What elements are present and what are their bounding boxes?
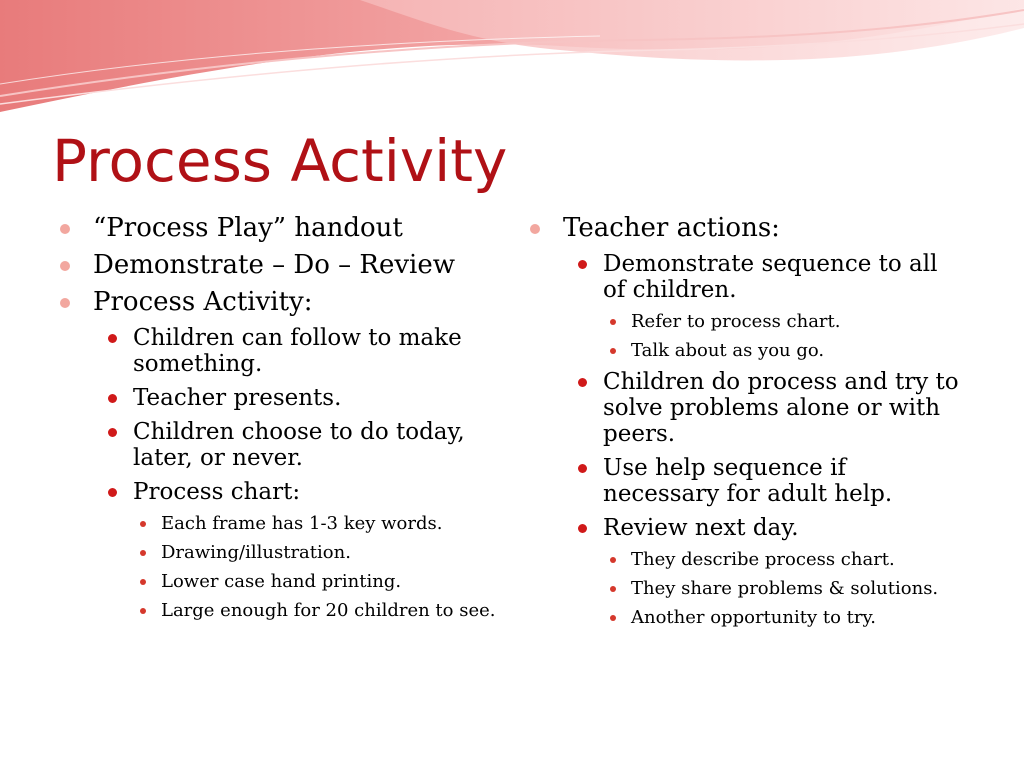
bullet-icon xyxy=(140,608,146,614)
bullet-icon xyxy=(610,319,616,325)
bullet-icon xyxy=(60,261,70,271)
right-bullet-list xyxy=(530,214,962,629)
bullet-icon xyxy=(610,586,616,592)
sub-sub-list-item-text: Refer to process chart. xyxy=(631,311,841,332)
sub-sub-list-item xyxy=(606,578,962,600)
sub-sub-list-item xyxy=(606,311,962,333)
bullet-icon xyxy=(610,557,616,563)
list-item xyxy=(60,288,500,317)
slide-title: Process Activity xyxy=(52,127,508,195)
list-item-text: Teacher actions: xyxy=(563,213,780,243)
sub-sub-list-item xyxy=(136,513,500,535)
bullet-icon xyxy=(578,464,587,473)
sub-list-item-text: Process chart: xyxy=(133,479,301,505)
bullet-icon xyxy=(578,378,587,387)
sub-list-item xyxy=(575,369,962,447)
sub-list-item-text: Review next day. xyxy=(603,515,799,541)
sub-list-item xyxy=(575,455,962,507)
sub-sub-list-item xyxy=(606,549,962,571)
bullet-icon xyxy=(108,334,117,343)
bullet-icon xyxy=(108,394,117,403)
sub-sub-list-item-text: Lower case hand printing. xyxy=(161,571,402,592)
sub-sub-list-item-text: Another opportunity to try. xyxy=(631,607,876,628)
bullet-icon xyxy=(108,488,117,497)
list-item xyxy=(530,214,962,243)
right-column xyxy=(530,214,962,636)
sub-list-item-text: Teacher presents. xyxy=(133,385,342,411)
sub-sub-list-item xyxy=(136,542,500,564)
sub-list-item-text: Children do process and try to solve problems alone or with peers. xyxy=(603,369,959,447)
bullet-icon xyxy=(140,550,146,556)
bullet-icon xyxy=(60,298,70,308)
bullet-icon xyxy=(578,524,587,533)
header-wave-decoration xyxy=(0,0,1024,130)
sub-list-item xyxy=(575,251,962,303)
list-item xyxy=(60,251,500,280)
sub-sub-list-item xyxy=(606,340,962,362)
sub-list-item xyxy=(575,515,962,541)
sub-list-item-text: Demonstrate sequence to all of children. xyxy=(603,251,938,303)
left-bullet-list xyxy=(60,214,500,622)
sub-sub-list-item xyxy=(606,607,962,629)
bullet-icon xyxy=(610,615,616,621)
sub-sub-list-item-text: They share problems & solutions. xyxy=(631,578,939,599)
bullet-icon xyxy=(578,260,587,269)
left-column xyxy=(60,214,500,629)
bullet-icon xyxy=(610,348,616,354)
sub-list-item-text: Children can follow to make something. xyxy=(133,325,462,377)
sub-sub-list-item xyxy=(136,600,500,622)
sub-sub-list-item-text: Talk about as you go. xyxy=(631,340,825,361)
sub-list-item xyxy=(105,385,500,411)
sub-sub-list-item-text: Each frame has 1-3 key words. xyxy=(161,513,443,534)
sub-sub-list-item-text: They describe process chart. xyxy=(631,549,895,570)
sub-list-item-text: Use help sequence if necessary for adult help. xyxy=(603,455,893,507)
sub-sub-list-item-text: Large enough for 20 children to see. xyxy=(161,600,496,621)
list-item-text: Process Activity: xyxy=(93,287,313,317)
sub-list-item xyxy=(105,479,500,505)
sub-list-item xyxy=(105,325,500,377)
list-item-text: Demonstrate – Do – Review xyxy=(93,250,456,280)
sub-list-item-text: Children choose to do today, later, or never. xyxy=(133,419,465,471)
list-item-text: “Process Play” handout xyxy=(93,213,403,243)
sub-list-item xyxy=(105,419,500,471)
bullet-icon xyxy=(60,224,70,234)
bullet-icon xyxy=(140,579,146,585)
bullet-icon xyxy=(140,521,146,527)
sub-sub-list-item-text: Drawing/illustration. xyxy=(161,542,351,563)
list-item xyxy=(60,214,500,243)
bullet-icon xyxy=(108,428,117,437)
sub-sub-list-item xyxy=(136,571,500,593)
bullet-icon xyxy=(530,224,540,234)
